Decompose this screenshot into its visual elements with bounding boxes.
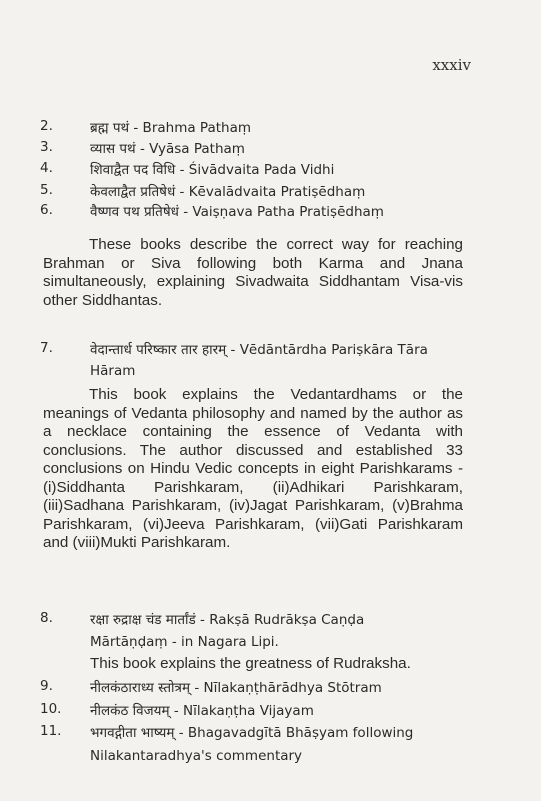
list-item [40,160,491,182]
list-item [40,182,491,202]
entry-8 [40,610,491,630]
entry-7 [40,340,491,360]
entry-number: 3. [40,139,53,155]
entry-title: वेदान्तार्ध परिष्कार तार हारम् - Vēdāntārdha Pariṣkāra Tāra [90,342,428,358]
entry-title: भगवद्गीता भाष्यम् - Bhagavadgītā Bhāṣyam following [90,725,414,741]
entry-number: 11. [40,723,62,739]
entry-list-a [40,118,491,222]
entry-title: नीलकंठ विजयम् - Nīlakaṇṭha Vijayam [90,703,314,719]
list-item [40,701,491,723]
entry-title-continued: Hāram [90,363,136,379]
entry-number: 4. [40,160,53,176]
entry-list-b [40,678,491,743]
list-item [40,139,491,160]
entry-title: नीलकंठाराध्य स्तोत्रम् - Nīlakaṇṭhārādhya Stōtram [90,680,382,696]
entry-title: केवलाद्वैत प्रतिषेधं - Kēvalādvaita Pratiṣēdhaṃ [90,184,366,200]
list-item [40,723,491,743]
page-number: xxxiv [432,56,471,74]
entry-title-continued: Mārtāṇḍaṃ - in Nagara Lipi. [90,634,279,650]
entry-title: शिवाद्वैत पद विधि - Śivādvaita Pada Vidhi [90,162,335,178]
list-item [40,118,491,139]
entry-title: वैष्णव पथ प्रतिषेधं - Vaiṣṇava Patha Pratiṣēdhaṃ [90,204,384,220]
entry-number: 2. [40,118,53,134]
entry-number: 9. [40,678,53,694]
list-item [40,678,491,701]
list-item [40,610,491,630]
entry-number: 5. [40,182,53,198]
entry-number: 8. [40,610,53,626]
list-item [40,202,491,222]
entry-number: 6. [40,202,53,218]
entry-title: व्यास पथं - Vyāsa Pathaṃ [90,141,245,157]
entry-title-continued: Nilakantaradhya's commentary [90,748,303,764]
entry-title: रक्षा रुद्राक्ष चंड मार्तांडं - Rakṣā Rudrākṣa Caṇḍa [90,612,365,628]
entry-description: This book explains the greatness of Rudraksha. [90,655,411,672]
entry-number: 10. [40,701,62,717]
entry-title: ब्रह्म पथं - Brahma Pathaṃ [90,120,251,136]
list-item [40,340,491,360]
entry-number: 7. [40,340,53,356]
paragraph-vedantardhams: This book explains the Vedantardhams or the meanings of Vedanta philosophy and named by the author as a necklace containing the essence of Vedanta with conclusions. The author discussed and established 33 conclusions on Hindu Vedic concepts in eight Parishkarams - (i)Siddhanta Parishkaram, (ii)Adhikari Parishkaram, (iii)Sadhana Parishkaram, (iv)Jagat Parishkaram, (v)Brahma Parishkaram, (vi)Jeeva Parishkaram, (vii)Gati Parishkaram and (viii)Mukti Parishkaram. [43,386,463,551]
paragraph-books-description: These books describe the correct way for reaching Brahman or Siva following both Karma and Jnana simultaneously, explaining Sivadwaita Siddhantam Visa-vis other Siddhantas. [43,236,463,309]
